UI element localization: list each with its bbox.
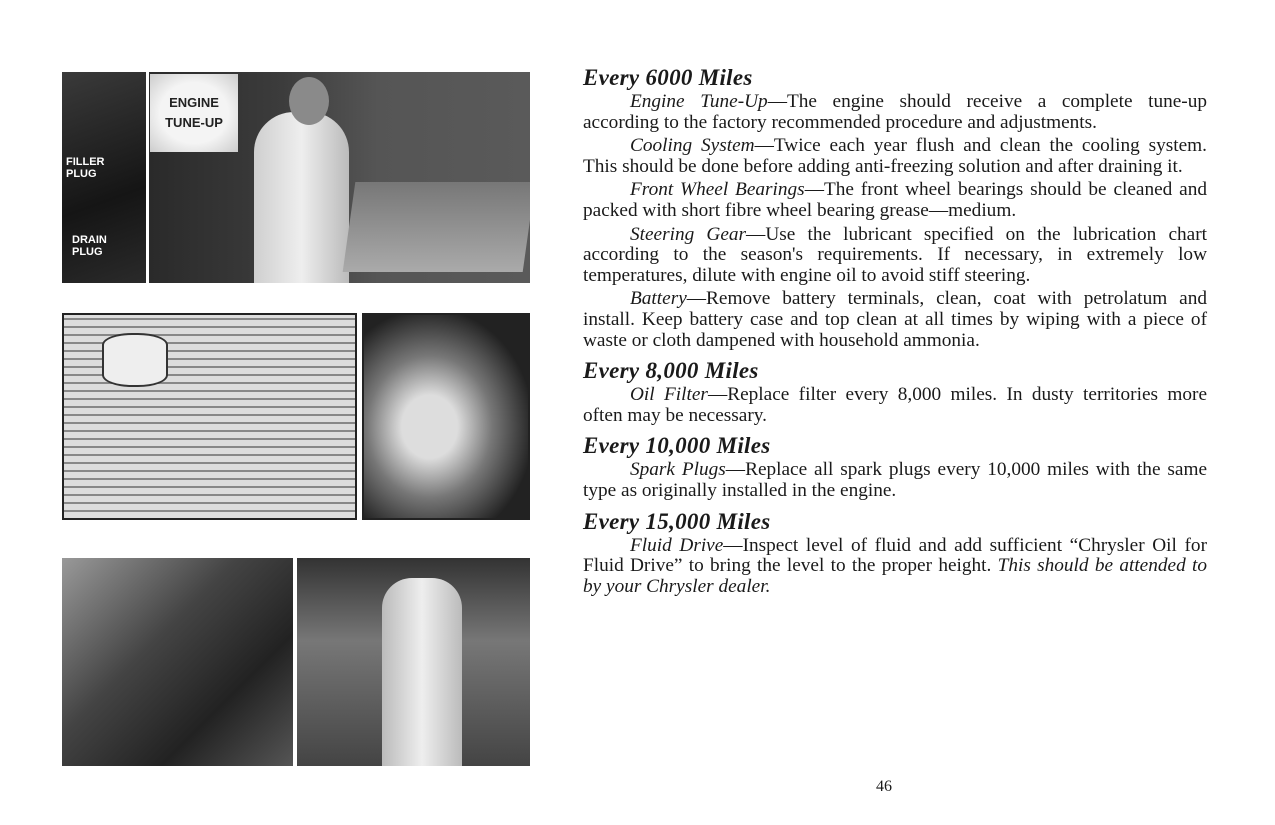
worker-figure xyxy=(382,578,462,766)
photo-engine-tuneup xyxy=(149,72,530,283)
section-heading: Every 10,000 Miles xyxy=(583,433,771,459)
paragraph: Battery—Remove battery terminals, clean, coat with petrolatum and install. Keep battery case and top clean at all times by wiping with a piece of waste or cloth dampened with household ammonia. xyxy=(583,288,1207,351)
section-heading: Every 15,000 Miles xyxy=(583,508,771,534)
paragraph: Front Wheel Bearings—The front wheel bearings should be cleaned and packed with short fibre wheel bearing grease—medium. xyxy=(583,179,1208,221)
photo-filler-drain-plugs xyxy=(62,72,146,283)
oil-filter-drawing xyxy=(102,333,168,387)
tuneup-machine xyxy=(343,182,530,272)
section-heading: Every 8,000 Miles xyxy=(583,358,759,384)
page-number: 46 xyxy=(876,778,892,795)
paragraph: Spark Plugs—Replace all spark plugs every 10,000 miles with the same type as originally installed in the engine. xyxy=(583,459,1207,501)
illustration-oil-filter xyxy=(62,313,357,520)
photo-spark-plugs xyxy=(62,558,293,766)
paragraph: Oil Filter—Replace filter every 8,000 miles. In dusty territories more often may be necessary. xyxy=(583,384,1208,426)
drain-plug-label: DRAIN PLUG xyxy=(72,234,107,258)
mechanic-head xyxy=(289,77,329,125)
paragraph: Engine Tune-Up—The engine should receive a complete tune-up according to the factory recommended procedure and adjustments. xyxy=(583,91,1207,133)
photo-fluid-drive xyxy=(297,558,530,766)
paragraph: Steering Gear—Use the lubricant specified on the lubrication chart according to the season's requirements. If necessary, in extremely low temperatures, dilute with engine oil to avoid stiff steering. xyxy=(583,223,1207,286)
illustration-wheel-bearing xyxy=(362,313,530,520)
engine-tuneup-sign: ENGINE TUNE-UP xyxy=(150,74,238,152)
paragraph: Cooling System—Twice each year flush and clean the cooling system. This should be done before adding anti-freezing solution and after draining it. xyxy=(583,135,1207,177)
section-heading: Every 6000 Miles xyxy=(583,65,753,90)
filler-plug-label: FILLER PLUG xyxy=(66,156,105,180)
maintenance-text xyxy=(583,64,1207,600)
paragraph: Fluid Drive—Inspect level of fluid and add sufficient “Chrysler Oil for Fluid Drive” to bring the level to the proper height. This should be attended to by your Chrysler dealer. xyxy=(583,534,1207,597)
mechanic-figure xyxy=(254,112,349,283)
